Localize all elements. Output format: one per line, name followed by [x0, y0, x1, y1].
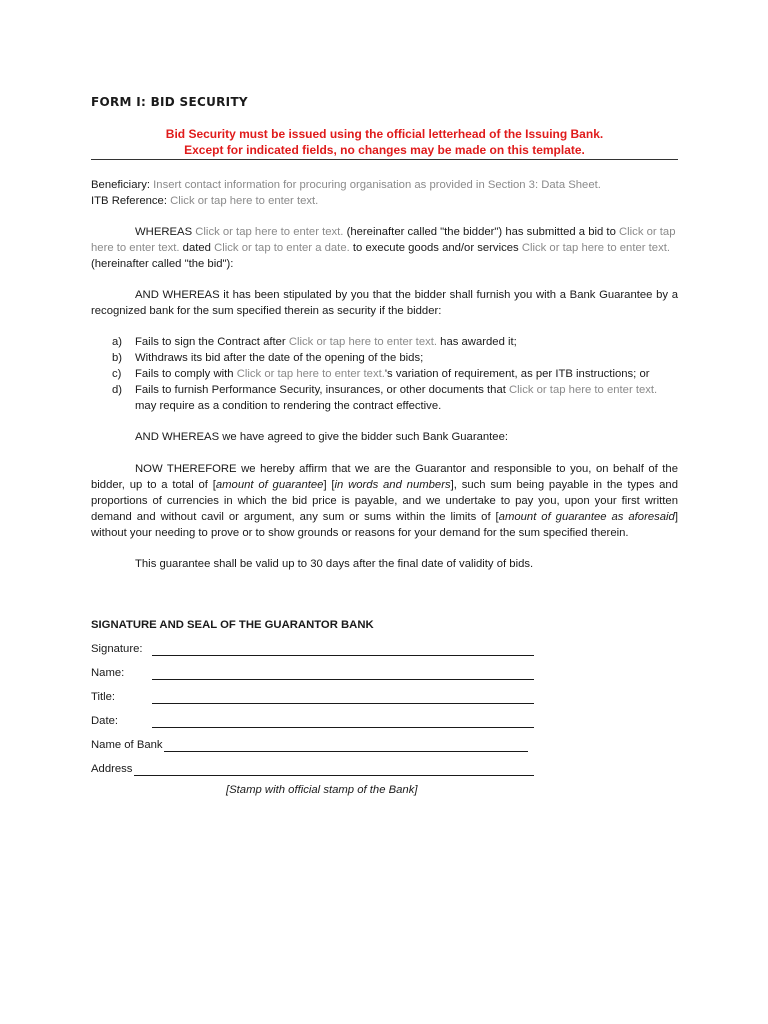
date-label: Date:	[91, 715, 119, 727]
list-marker: c)	[112, 368, 122, 380]
procuring-entity-field[interactable]: Click or tap here to enter text.	[91, 226, 676, 254]
and-whereas-paragraph-1: AND WHEREAS it has been stipulated by you that the bidder shall furnish you with a Bank Guarantee by a recognized bank for the sum specified therein as security if the bidder:	[91, 289, 678, 317]
address-line[interactable]	[134, 775, 534, 776]
list-marker: a)	[112, 336, 123, 348]
whereas-text: (hereinafter called "the bidder") has submitted a bid to	[343, 226, 619, 238]
address-label: Address	[91, 763, 133, 775]
condition-d-field[interactable]: Click or tap here to enter text.	[509, 384, 658, 396]
and-whereas-paragraph-2: AND WHEREAS we have agreed to give the bidder such Bank Guarantee:	[135, 431, 508, 443]
amount-in-words: in words and numbers	[334, 479, 451, 491]
amount-of-guarantee: amount of guarantee	[215, 479, 324, 491]
date-line[interactable]	[152, 727, 534, 728]
list-marker: d)	[112, 384, 123, 396]
title-label: Title:	[91, 691, 116, 703]
whereas-text: WHEREAS	[135, 226, 196, 238]
now-therefore-text: NOW THEREFORE we hereby affirm that we are the Guarantor and responsible to you, on behalf of the bidder, up to a total of [	[91, 463, 678, 491]
beneficiary-row	[91, 177, 601, 193]
now-therefore-text: ] [	[323, 479, 335, 491]
notice-line-2: Except for indicated fields, no changes may be made on this template.	[184, 143, 585, 157]
whereas-paragraph	[91, 224, 678, 272]
now-therefore-text: ], such sum being payable in the types and proportions of currencies in which the bid price is payable, and we undertake to pay you, upon your first written demand and without cavil or argument, any sum or sums within the limits of [	[91, 479, 678, 523]
now-therefore-text: ] without your needing to prove or to show grounds or reasons for your demand for the sum specified therein.	[91, 511, 678, 539]
bid-date-field[interactable]: Click or tap to enter a date.	[214, 242, 350, 254]
title-line[interactable]	[152, 703, 534, 704]
beneficiary-field[interactable]: Insert contact information for procuring organisation as provided in Section 3: Data Sheet.	[153, 179, 601, 191]
condition-text: has awarded it;	[437, 336, 517, 348]
goods-services-field[interactable]: Click or tap here to enter text.	[521, 242, 670, 254]
now-therefore-paragraph	[91, 461, 678, 541]
amount-aforesaid: amount of guarantee as aforesaid	[498, 511, 675, 523]
form-title: FORM I: BID SECURITY	[91, 95, 248, 109]
itb-reference-field[interactable]: Click or tap here to enter text.	[170, 195, 319, 207]
stamp-note: [Stamp with official stamp of the Bank]	[226, 784, 418, 796]
bank-name-line[interactable]	[164, 751, 528, 752]
bank-name-label: Name of Bank	[91, 739, 163, 751]
condition-text: Fails to furnish Performance Security, insurances, or other documents that	[135, 384, 510, 396]
whereas-text: dated	[179, 242, 215, 254]
condition-text: may require as a condition to rendering the contract effective.	[135, 400, 442, 412]
beneficiary-label: Beneficiary:	[91, 179, 151, 191]
signature-line[interactable]	[152, 655, 534, 656]
list-marker: b)	[112, 352, 123, 364]
bidder-name-field[interactable]: Click or tap here to enter text.	[195, 226, 344, 238]
condition-text: Fails to comply with	[135, 368, 237, 380]
whereas-text: to execute goods and/or services	[349, 242, 522, 254]
whereas-text: (hereinafter called "the bid"):	[91, 258, 234, 270]
header-divider	[91, 159, 678, 160]
condition-a-field[interactable]: Click or tap here to enter text.	[288, 336, 438, 348]
condition-text: Fails to sign the Contract after	[135, 336, 289, 348]
validity-paragraph: This guarantee shall be valid up to 30 days after the final date of validity of bids.	[135, 558, 534, 570]
name-line[interactable]	[152, 679, 534, 680]
condition-text: Withdraws its bid after the date of the opening of the bids;	[135, 352, 424, 364]
name-label: Name:	[91, 667, 125, 679]
signature-label: Signature:	[91, 643, 143, 655]
itb-reference-row	[91, 193, 318, 209]
notice-line-1: Bid Security must be issued using the official letterhead of the Issuing Bank.	[165, 127, 604, 141]
signature-heading: SIGNATURE AND SEAL OF THE GUARANTOR BANK	[91, 619, 374, 631]
itb-reference-label: ITB Reference:	[91, 195, 167, 207]
condition-c-field[interactable]: Click or tap here to enter text.	[236, 368, 385, 380]
condition-text: 's variation of requirement, as per ITB instructions; or	[384, 368, 650, 380]
